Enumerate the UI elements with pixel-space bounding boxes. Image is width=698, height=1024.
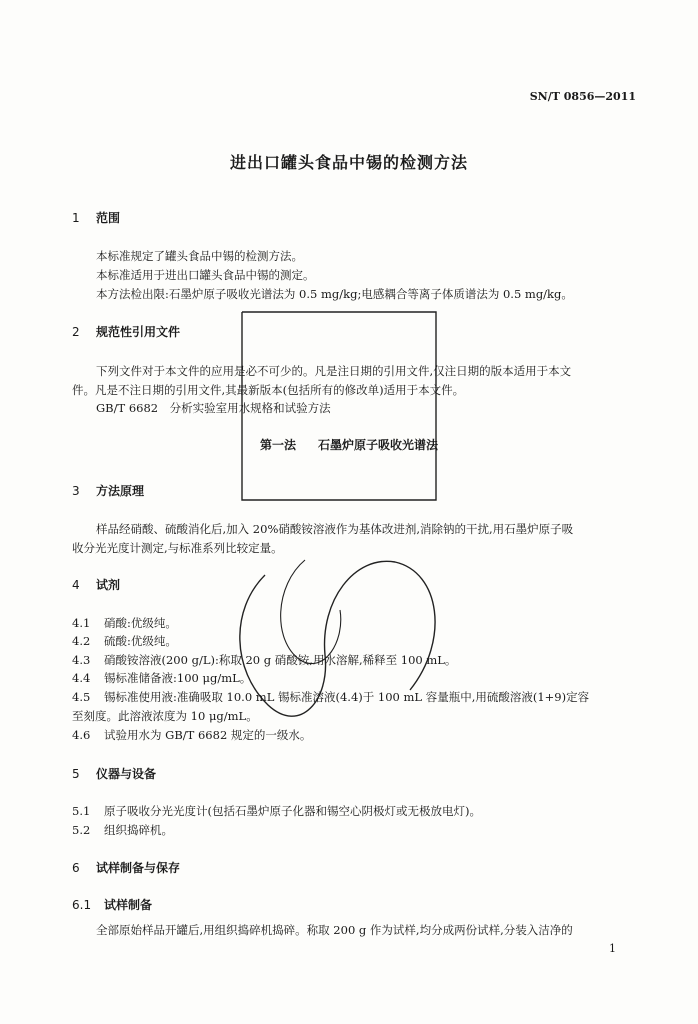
sec2-para-1a: 下列文件对于本文件的应用是必不可少的。凡是注日期的引用文件,仅注日期的版本适用于本文	[96, 364, 572, 378]
method-1-heading: 第一法 石墨炉原子吸收光谱法	[259, 438, 439, 452]
sec1-para-3: 本方法检出限:石墨炉原子吸收光谱法为 0.5 mg/kg;电感耦合等离子体质谱法为 0.5 mg/kg。	[96, 287, 573, 301]
section-2-heading: 2 规范性引用文件	[72, 325, 181, 339]
sec2-para-1b: 件。凡是不注日期的引用文件,其最新版本(包括所有的修改单)适用于本文件。	[72, 383, 465, 397]
reagent-item-continuation: 至刻度。此溶液浓度为 10 μg/mL。	[72, 709, 258, 723]
reagent-item: 4.6 试验用水为 GB/T 6682 规定的一级水。	[72, 728, 312, 742]
reagent-item: 4.4 锡标准储备液:100 μg/mL。	[72, 671, 252, 685]
sec1-para-1: 本标准规定了罐头食品中锡的检测方法。	[96, 249, 303, 263]
standard-number: SN/T 0856—2011	[529, 90, 636, 103]
section-6-heading: 6 试样制备与保存	[72, 861, 181, 875]
reagent-item: 4.3 硝酸铵溶液(200 g/L):称取 20 g 硝酸铵,用水溶解,稀释至 100 mL。	[72, 653, 457, 667]
sec2-reference: GB/T 6682 分析实验室用水规格和试验方法	[96, 401, 331, 415]
section-3-heading: 3 方法原理	[72, 484, 145, 498]
section-1-heading: 1 范围	[72, 211, 121, 225]
sec3-para-1a: 样品经硝酸、硫酸消化后,加入 20%硝酸铵溶液作为基体改进剂,消除钠的干扰,用石墨炉原子吸	[96, 522, 574, 536]
equipment-item: 5.1 原子吸收分光光度计(包括石墨炉原子化器和锡空心阴极灯或无极放电灯)。	[72, 804, 481, 818]
reagent-item: 4.1 硝酸:优级纯。	[72, 616, 177, 630]
equipment-item: 5.2 组织捣碎机。	[72, 823, 173, 837]
section-5-heading: 5 仪器与设备	[72, 767, 157, 781]
document-title: 进出口罐头食品中锡的检测方法	[229, 153, 468, 172]
sec6-para-1: 全部原始样品开罐后,用组织捣碎机捣碎。称取 200 g 作为试样,均分成两份试样,分装入洁净的	[96, 923, 573, 937]
section-4-heading: 4 试剂	[72, 578, 121, 592]
sec1-para-2: 本标准适用于进出口罐头食品中锡的测定。	[96, 268, 315, 282]
section-6-1-heading: 6.1 试样制备	[72, 898, 153, 912]
sec3-para-1b: 收分光光度计测定,与标准系列比较定量。	[72, 541, 283, 555]
reagent-item: 4.5 锡标准使用液:准确吸取 10.0 mL 锡标准溶液(4.4)于 100 mL 容量瓶中,用硫酸溶液(1+9)定容	[72, 690, 590, 704]
page-number: 1	[609, 942, 616, 955]
reagent-item: 4.2 硫酸:优级纯。	[72, 634, 177, 648]
